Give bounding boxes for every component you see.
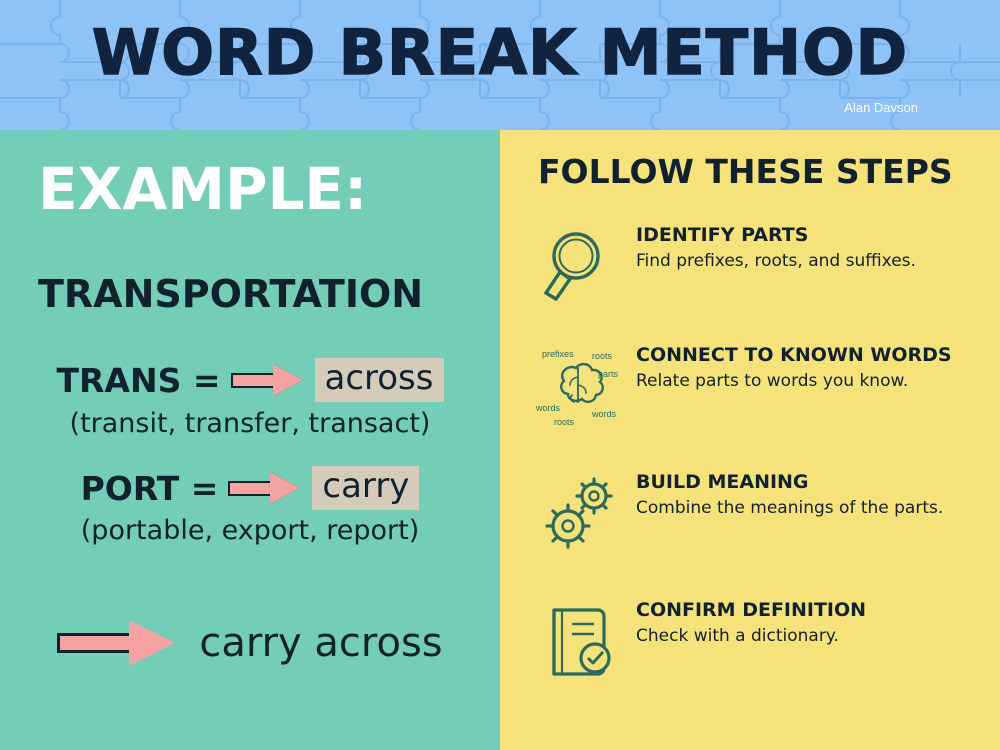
steps-panel	[500, 130, 1000, 750]
result-text: carry across	[199, 620, 443, 666]
step-desc: Check with a dictionary.	[636, 625, 839, 646]
step-desc: Relate parts to words you know.	[636, 370, 909, 391]
step-title: IDENTIFY PARTS	[636, 224, 809, 246]
word-part-label: PORT =	[80, 468, 219, 508]
word-part-meaning: across	[315, 358, 444, 402]
word-part-label: TRANS =	[56, 360, 221, 400]
step-text	[630, 600, 984, 647]
book-check-icon	[534, 600, 630, 682]
word-part-meaning: carry	[312, 466, 419, 510]
brain-label: prefixes	[542, 349, 574, 359]
word-part-examples: (transit, transfer, transact)	[69, 408, 431, 439]
step-title: CONFIRM DEFINITION	[636, 599, 867, 621]
arrow-right-icon	[228, 473, 302, 503]
author-byline: Alan Davson	[844, 100, 918, 115]
result-row	[0, 620, 500, 666]
word-part-row	[0, 358, 500, 402]
step-item	[534, 600, 984, 682]
brain-label: roots	[554, 417, 575, 427]
brain-label: roots	[592, 351, 613, 361]
brain-label: words	[592, 409, 617, 419]
word-part-examples: (portable, export, report)	[80, 515, 420, 546]
brain-label: words	[536, 403, 561, 413]
step-text	[630, 472, 984, 519]
step-desc: Combine the meanings of the parts.	[636, 497, 944, 518]
step-text	[630, 345, 984, 392]
brain-label: parts	[598, 369, 619, 379]
step-title: BUILD MEANING	[636, 471, 809, 493]
brain-icon	[534, 345, 630, 433]
page-title: WORD BREAK METHOD	[91, 16, 909, 89]
step-item	[534, 225, 984, 303]
step-item	[534, 472, 984, 554]
word-part-row	[0, 466, 500, 510]
magnifier-icon	[534, 225, 630, 303]
arrow-right-icon	[231, 365, 305, 395]
step-desc: Find prefixes, roots, and suffixes.	[636, 250, 916, 271]
example-panel	[0, 130, 500, 750]
step-title: CONNECT TO KNOWN WORDS	[636, 344, 952, 366]
gears-icon	[534, 472, 630, 554]
example-heading: EXAMPLE:	[38, 155, 368, 223]
header-banner	[0, 0, 1000, 130]
steps-heading: FOLLOW THESE STEPS	[538, 152, 953, 191]
arrow-right-large-icon	[57, 620, 177, 666]
example-word: TRANSPORTATION	[38, 272, 424, 316]
step-text	[630, 225, 984, 272]
step-item	[534, 345, 984, 433]
